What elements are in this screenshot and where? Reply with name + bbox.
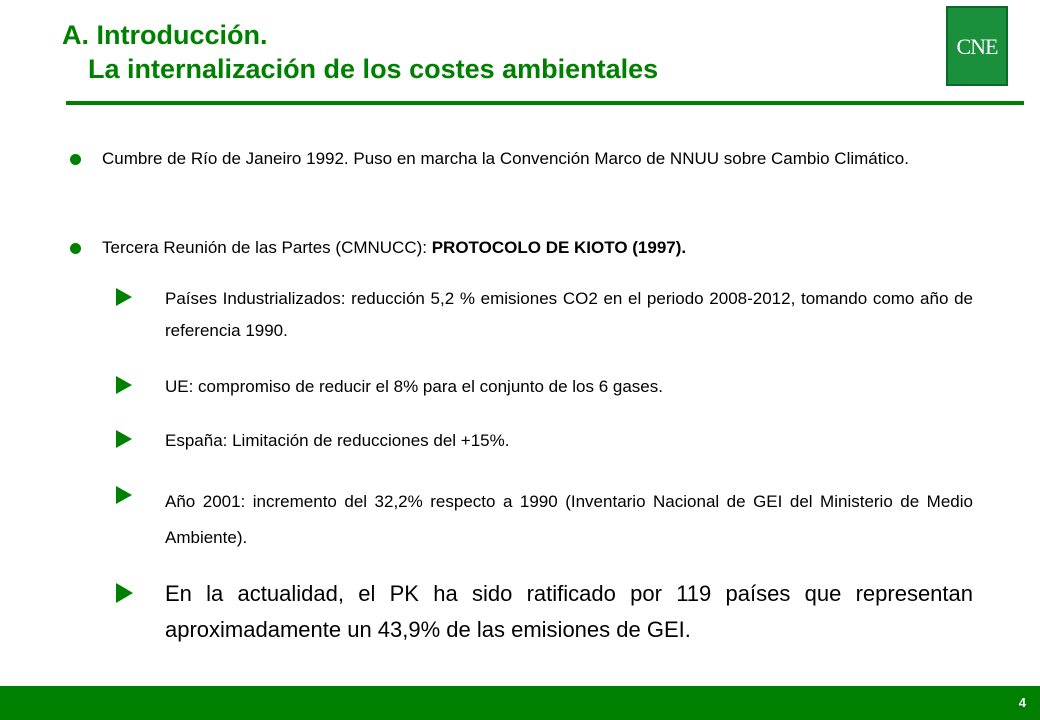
sub-bullet-5-text: En la actualidad, el PK ha sido ratificado por 119 países que representan aproximadamente un 43,9% de las emisiones de GEI. [165,581,973,642]
cne-logo [946,6,1008,86]
sub-bullet-2 [165,372,973,402]
sub-bullet-4 [165,484,973,556]
sub-bullet-3-text: España: Limitación de reducciones del +15%. [165,431,510,450]
bullet-dot-icon [70,243,81,254]
arrow-right-icon [116,486,132,504]
slide-title [62,18,658,86]
sub-bullet-2-text: UE: compromiso de reducir el 8% para el conjunto de los 6 gases. [165,377,663,396]
title-divider [66,101,1024,105]
bullet-1-text: Cumbre de Río de Janeiro 1992. Puso en marcha la Convención Marco de NNUU sobre Cambio Climático. [102,149,909,168]
sub-bullet-1 [165,283,973,347]
arrow-right-icon [116,376,132,394]
bullet-2-strong: PROTOCOLO DE KIOTO (1997). [431,238,687,257]
arrow-right-icon [116,430,132,448]
page-number: 4 [1018,695,1026,710]
bullet-2 [102,233,972,263]
arrow-right-icon [116,288,132,306]
sub-bullet-4-text: Año 2001: incremento del 32,2% respecto a 1990 (Inventario Nacional de GEI del Ministerio de Medio Ambiente). [165,492,973,547]
bullet-1 [102,144,972,174]
sub-bullet-1-text: Países Industrializados: reducción 5,2 % emisiones CO2 en el periodo 2008-2012, tomando como año de referencia 1990. [165,289,973,340]
logo-text: CNE [956,34,998,59]
sub-bullet-3 [165,426,973,456]
sub-bullet-5 [165,576,973,648]
title-line-1: A. Introducción. [62,20,268,50]
footer-bar [0,686,1040,720]
arrow-right-icon [116,583,133,603]
title-line-2: La internalización de los costes ambientales [88,54,659,84]
bullet-dot-icon [70,154,81,165]
bullet-2-text: Tercera Reunión de las Partes (CMNUCC): [102,238,432,257]
